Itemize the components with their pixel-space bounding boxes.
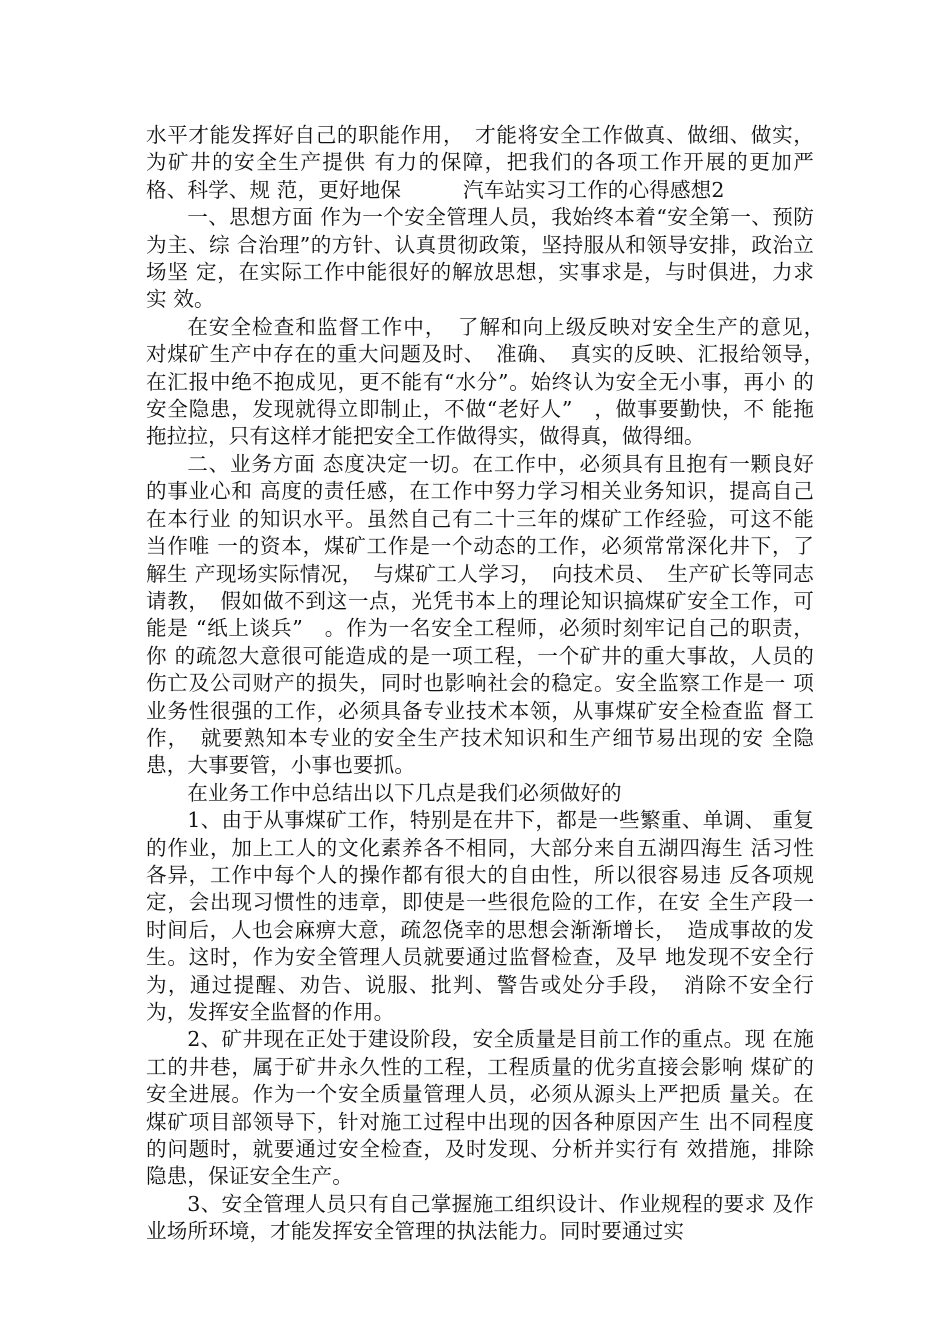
paragraph-point-2: 2、矿井现在正处于建设阶段，安全质量是目前工作的重点。现 在施工的井巷，属于矿井永久性的工程，工程质量的优劣直接会影响 煤矿的安全进展。作为一个安全质量管理人员，必须从源头上严把质 量关。在煤矿项目部领导下，针对施工过程中出现的因各种原因产生 出不同程度的问题时，就要通过安全检查，及时发现、分析并实行有 效措施，排除隐患，保证安全生产。 [146,1027,814,1189]
paragraph-business: 二、业务方面 态度决定一切。在工作中，必须具有且抱有一颗良好的事业心和 高度的责任感，在工作中努力学习相关业务知识，提高自己在本行业 的知识水平。虽然自己有二十三年的煤矿工作经验，可这不能当作唯 一的资本，煤矿工作是一个动态的工作，必须常常深化井下，了解生 产现场实际情况， 与煤矿工人学习， 向技术员、 生产矿长等同志请教， 假如做不到这一点，光凭书本上的理论知识搞煤矿安全工作，可能是 “纸上谈兵” 。作为一名安全工程师，必须时刻牢记自己的职责，你 的疏忽大意很可能造成的是一项工程，一个矿井的重大事故，人员的 伤亡及公司财产的损失，同时也影响社会的稳定。安全监察工作是一 项业务性很强的工作，必须具备专业技术本领，从事煤矿安全检查监 督工作， 就要熟知本专业的安全生产技术知识和生产细节易出现的安 全隐患，大事要管，小事也要抓。 [146,451,814,778]
paragraph-intro: 水平才能发挥好自己的职能作用， 才能将安全工作做真、做细、做实，为矿井的安全生产提供 有力的保障，把我们的各项工作开展的更加严格、科学、规 范，更好地保 汽车站实习工作的心得感想2 [146,123,814,202]
document-page [146,122,835,1246]
paragraph-summary-heading: 在业务工作中总结出以下几点是我们必须做好的 [187,780,622,805]
paragraph-inspection: 在安全检查和监督工作中， 了解和向上级反映对安全生产的意见， 对煤矿生产中存在的重大问题及时、 准确、 真实的反映、汇报给领导， 在汇报中绝不抱成见，更不能有“水分”。始终认为安全无小事，再小 的安全隐患，发现就得立即制止，不做“老好人” ，做事要勤快，不 能拖拖拉拉，只有这样才能把安全工作做得实，做得真，做得细。 [146,314,835,449]
paragraph-thought: 一、思想方面 作为一个安全管理人员，我始终本着“安全第一、预防为主、综 合治理”的方针、认真贯彻政策，坚持服从和领导安排，政治立场坚 定，在实际工作中能很好的解放思想，实事求是，与时俱进，力求实 效。 [146,205,814,312]
paragraph-point-1: 1、由于从事煤矿工作，特别是在井下，都是一些繁重、单调、 重复的作业，加上工人的文化素养各不相同，大部分来自五湖四海生 活习性各异，工作中每个人的操作都有很大的自由性，所以很容易违 反各项规定，会出现习惯性的违章，即使是一些很危险的工作，在安 全生产段一时间后，人也会麻痹大意，疏忽侥幸的思想会渐渐增长， 造成事故的发生。这时，作为安全管理人员就要通过监督检查，及早 地发现不安全行为，通过提醒、劝告、说服、批判、警告或处分手段， 消除不安全行为，发挥安全监督的作用。 [146,808,814,1024]
paragraph-point-3: 3、安全管理人员只有自己掌握施工组织设计、作业规程的要求 及作业场所环境，才能发挥安全管理的执法能力。同时要通过实 [146,1191,814,1244]
